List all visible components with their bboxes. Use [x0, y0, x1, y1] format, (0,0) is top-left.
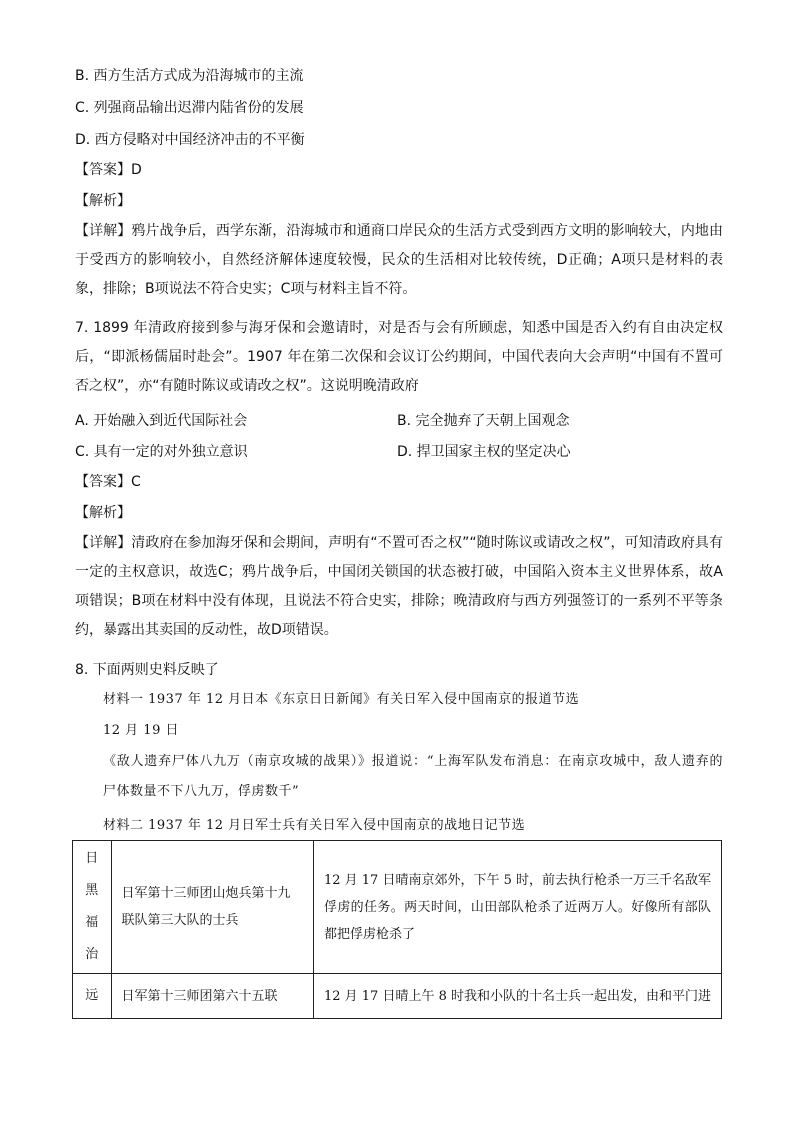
q8-stem: 8. 下面两则史料反映了 — [75, 662, 219, 678]
diary-table — [72, 840, 722, 1019]
q7-option-b: B. 完全抛弃了天朝上国观念 — [397, 413, 570, 429]
soldier-name: 远 — [73, 974, 112, 1019]
table-row — [73, 974, 722, 1019]
q6-analysis-label: 【解析】 — [75, 193, 131, 209]
q7-option-c: C. 具有一定的对外独立意识 — [75, 444, 248, 460]
q7-answer: 【答案】C — [75, 474, 141, 490]
q6-option-b: B. 西方生活方式成为沿海城市的主流 — [75, 68, 304, 84]
table-row — [73, 841, 722, 974]
q7-detail: 【详解】清政府在参加海牙保和会期间，声明有“不置可否之权”“随时陈议或请改之权”，可知清政府具有一定的主权意识，故选C；鸦片战争后，中国闭关锁国的状态被打破，中国陷入资本主义世界体系，故A项错误；B项在材料中没有体现，且说法不符合史实，排除；晚清政府与西方列强签订的一系列不平等条约，暴露出其卖国的反动性，故D项错误。 — [75, 535, 723, 638]
q6-detail: 【详解】鸦片战争后，西学东渐，沿海城市和通商口岸民众的生活方式受到西方文明的影响较大，内地由于受西方的影响较小，自然经济解体速度较慢，民众的生活相对比较传统，D正确；A项只是材料的表象，排除；B项说法不符合史实；C项与材料主旨不符。 — [75, 223, 723, 297]
q8-material1-title: 材料一 1937 年 12 月日本《东京日日新闻》有关日军入侵中国南京的报道节选 — [103, 692, 580, 707]
q6-option-c: C. 列强商品输出迟滞内陆省份的发展 — [75, 100, 304, 116]
diary-text: 12 月 17 日晴上午 8 时我和小队的十名士兵一起出发，由和平门进 — [313, 974, 721, 1019]
diary-text: 12 月 17 日晴南京郊外，下午 5 时，前去执行枪杀一万三千名敌军俘虏的任务。两天时间，山田部队枪杀了近两万人。好像所有部队都把俘虏枪杀了 — [313, 841, 721, 974]
q7-option-d: D. 捍卫国家主权的坚定决心 — [397, 444, 571, 460]
q6-answer: 【答案】D — [75, 162, 142, 178]
q8-material2-title: 材料二 1937 年 12 月日军士兵有关日军入侵中国南京的战地日记节选 — [103, 818, 526, 833]
soldier-unit: 日军第十三师团第六十五联 — [111, 974, 313, 1019]
q8-material1-date: 12 月 19 日 — [103, 723, 179, 738]
q8-material1-text: 《敌人遗弃尸体八九万（南京攻城的战果）》报道说：“上海军队发布消息：在南京攻城中，敌人遗弃的尸体数量不下八九万，俘虏数千” — [103, 754, 723, 799]
q7-option-a: A. 开始融入到近代国际社会 — [75, 413, 248, 429]
soldier-name: 日 黑 福 治 — [73, 841, 112, 974]
soldier-unit: 日军第十三师团山炮兵第十九联队第三大队的士兵 — [111, 841, 313, 974]
q7-analysis-label: 【解析】 — [75, 505, 131, 521]
q7-stem: 7. 1899 年清政府接到参与海牙保和会邀请时，对是否与会有所顾虑，知悉中国是否入约有自由决定权后，“即派杨儒届时赴会”。1907 年在第二次保和会议订公约期间，中国代表向大会声明“中国有不置可否之权”，亦“有随时陈议或请改之权”。这说明晚清政府 — [75, 320, 723, 394]
q6-option-d: D. 西方侵略对中国经济冲击的不平衡 — [75, 132, 305, 148]
